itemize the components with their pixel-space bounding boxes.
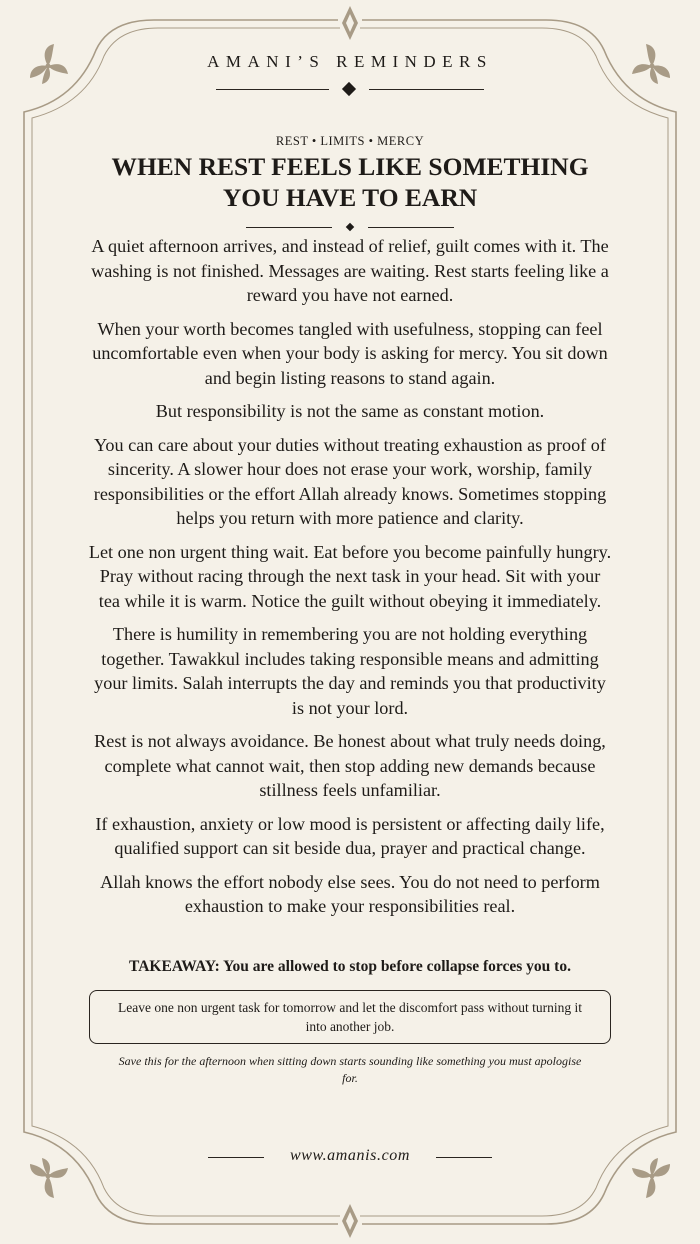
title-line-2: YOU HAVE TO EARN: [222, 183, 478, 212]
takeaway: TAKEAWAY: You are allowed to stop before collapse forces you to.: [129, 958, 571, 975]
top-diamond-icon: [342, 6, 358, 40]
action-box: [89, 990, 611, 1044]
paragraph: There is humility in remembering you are not holding everything together. Tawakkul includes taking responsible means and admitting your limits. Salah interrupts the day and reminds you that productivity is not your lord.: [94, 624, 606, 718]
paragraph: Allah knows the effort nobody else sees. You do not need to perform exhaustion to make your responsibilities real.: [100, 871, 600, 916]
title-rule-right: [368, 227, 454, 228]
kicker: REST • LIMITS • MERCY: [275, 134, 425, 148]
brand-rule-left: [216, 89, 329, 90]
footer-rule-right: [436, 1157, 492, 1158]
title-rule-left: [246, 227, 332, 228]
paragraph: If exhaustion, anxiety or low mood is persistent or affecting daily life, qualified support can sit beside dua, prayer and practical change.: [95, 813, 605, 858]
footer-url-link[interactable]: www.amanis.com: [289, 1147, 411, 1164]
article-body: [88, 234, 612, 928]
save-note: Save this for the afternoon when sitting down starts sounding like something you must apologise for.: [118, 1054, 582, 1085]
title-line-1: WHEN REST FEELS LIKE SOMETHING: [111, 152, 589, 181]
brand-rule-right: [369, 89, 484, 90]
paragraph: A quiet afternoon arrives, and instead of relief, guilt comes with it. The washing is not finished. Messages are waiting. Rest starts feeling like a reward you have not earned.: [91, 236, 609, 305]
page-title: [60, 151, 640, 213]
brand-title: AMANI’S REMINDERS: [207, 52, 493, 71]
paragraph: Rest is not always avoidance. Be honest about what truly needs doing, complete what cannot wait, then stop adding new demands because stillness feels unfamiliar.: [94, 731, 606, 800]
action-text: Leave one non urgent task for tomorrow and let the discomfort pass without turning it into another job.: [118, 1000, 582, 1034]
paragraph: But responsibility is not the same as constant motion.: [155, 401, 545, 421]
paragraph: You can care about your duties without treating exhaustion as proof of sincerity. A slower hour does not erase your work, worship, family responsibilities or the effort Allah already knows. Sometimes stopping helps you return with more patience and clarity.: [93, 434, 607, 528]
bottom-diamond-icon: [342, 1204, 358, 1238]
paragraph: Let one non urgent thing wait. Eat before you become painfully hungry. Pray without racing through the next task in your head. Sit with your tea while it is warm. Notice the guilt without obeying it immediately.: [88, 541, 612, 611]
paragraph: When your worth becomes tangled with usefulness, stopping can feel uncomfortable even when your body is asking for mercy. You sit down and begin listing reasons to stand again.: [92, 318, 608, 388]
